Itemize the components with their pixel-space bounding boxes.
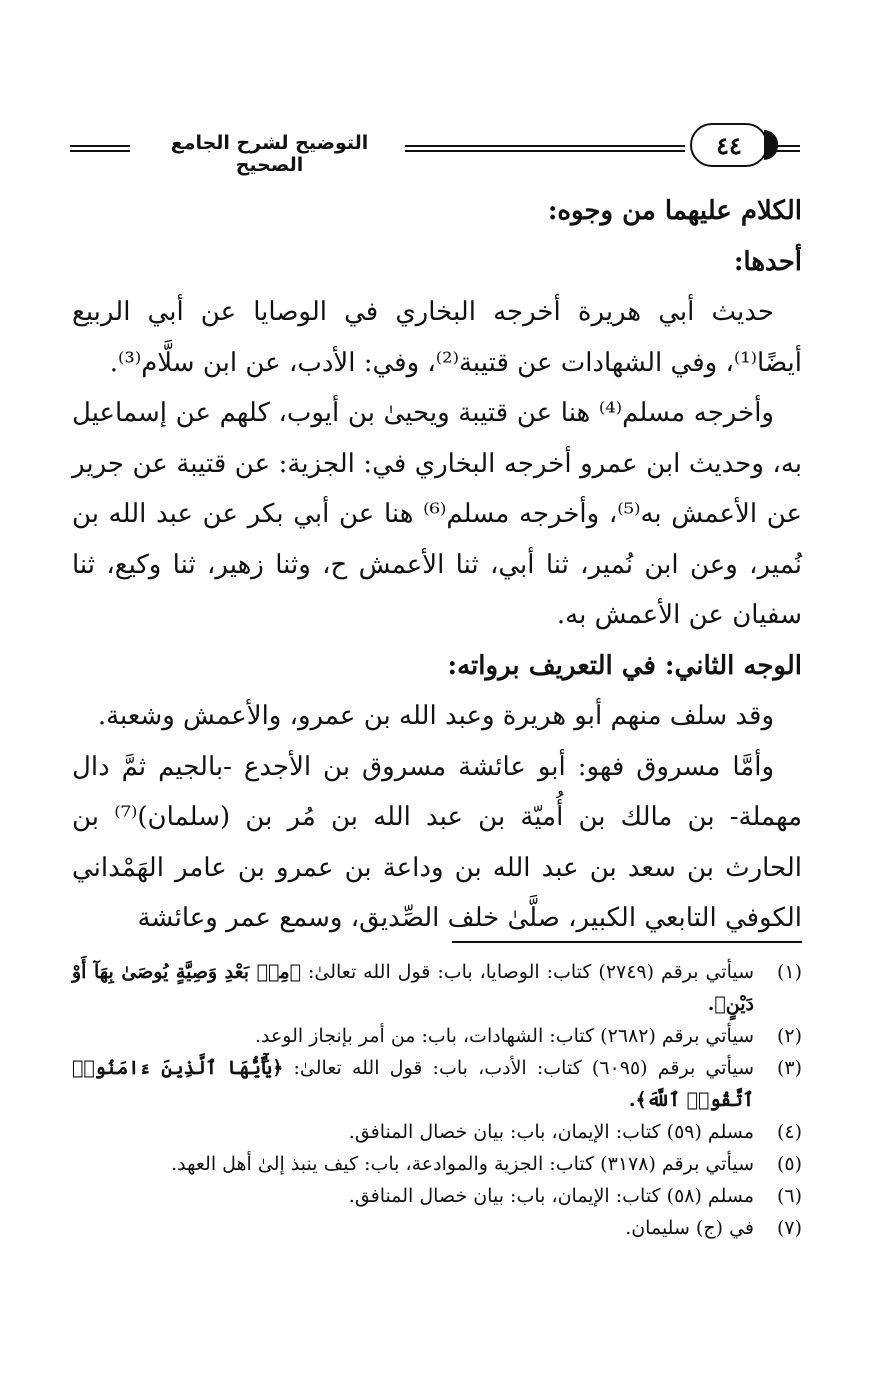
footnote-body: مسلم (٥٩) كتاب: الإيمان، باب: بيان خصال المنافق.: [348, 1121, 754, 1143]
footnote-number: (١): [776, 961, 802, 983]
footnote-number: (٤): [776, 1121, 802, 1143]
footnote-3: [72, 1052, 802, 1116]
footnotes: [72, 956, 802, 1244]
footnote-body: سيأتي برقم (٦٠٩٥) كتاب: الأدب، باب: قول الله تعالىٰ:: [293, 1057, 754, 1079]
footnote-text: [72, 1212, 754, 1244]
footnote-body: سيأتي برقم (٢٦٨٢) كتاب: الشهادات، باب: من أمر بإنجاز الوعد.: [254, 1025, 754, 1047]
footnote-2: [72, 1020, 802, 1052]
header-rule-middle: [405, 145, 685, 152]
footnote-body: سيأتي برقم (٣١٧٨) كتاب: الجزية والموادعة، باب: كيف ينبذ إلىٰ أهل العهد.: [171, 1153, 754, 1175]
footnote-number: (٥): [776, 1153, 802, 1175]
footnote-number: (٦): [776, 1185, 802, 1207]
page-number: ٤٤: [690, 123, 768, 167]
footnote-text: [72, 1148, 754, 1180]
header-rule-left: [70, 145, 130, 152]
footnote-text: [72, 1020, 754, 1052]
main-text: [72, 186, 802, 944]
footnote-6: [72, 1180, 802, 1212]
quran-quote: ﴿يَٰٓأَيُّهَا ٱلَّذِينَ ءَامَنُوا۟ ٱتَّقُوا۟ ٱللَّهَ﴾.: [72, 1057, 754, 1111]
paragraph-abu-hurayra: حديث أبي هريرة أخرجه البخاري في الوصايا عن أبي الربيع أيضًا⁽¹⁾، وفي الشهادات عن قتيبة⁽²⁾، وفي: الأدب، عن ابن سلَّام⁽³⁾.: [72, 297, 802, 378]
header-rule-right: [770, 145, 800, 152]
footnote-text: [72, 1116, 754, 1148]
section-heading-aspects: الكلام عليهما من وجوه:: [547, 196, 802, 226]
page-header: [70, 120, 800, 176]
paragraph-narrators: وقد سلف منهم أبو هريرة وعبد الله بن عمرو، والأعمش وشعبة.: [97, 701, 774, 731]
footnote-body: سيأتي برقم (٢٧٤٩) كتاب: الوصايا، باب: قول الله تعالىٰ:: [307, 961, 755, 983]
footnote-text: [72, 1180, 754, 1212]
footnote-separator: [452, 941, 802, 943]
footnote-number: (٣): [776, 1057, 802, 1079]
footnote-1: [72, 956, 802, 1020]
footnote-text: [72, 956, 754, 1020]
paragraph-masruq: وأمَّا مسروق فهو: أبو عائشة مسروق بن الأجدع -بالجيم ثمَّ دال مهملة- بن مالك بن أُميّة بن عبد الله بن مُر بن (سلمان)⁽⁷⁾ بن الحارث بن سعد بن عبد الله بن وداعة بن عمرو بن عامر الهَمْداني الكوفي التابعي الكبير، صلَّىٰ خلف الصِّديق، وسمع عمر وعائشة: [72, 751, 803, 933]
footnote-number: (٧): [776, 1217, 802, 1239]
footnote-7: [72, 1212, 802, 1244]
footnote-5: [72, 1148, 802, 1180]
quran-quote: ﴿مِنۢ بَعْدِ وَصِيَّةٍ يُوصَىٰ بِهَآ أَوْ دَيْنٍ﴾.: [72, 961, 754, 1015]
running-title: التوضيح لشرح الجامع الصحيح: [170, 132, 369, 176]
section-heading-first: أحدها:: [733, 246, 802, 277]
footnote-body: في (ج) سليمان.: [625, 1217, 754, 1239]
footnote-body: مسلم (٥٨) كتاب: الإيمان، باب: بيان خصال المنافق.: [348, 1185, 754, 1207]
footnote-number: (٢): [776, 1025, 802, 1047]
footnote-text: [72, 1052, 754, 1116]
footnote-4: [72, 1116, 802, 1148]
section-heading-second: الوجه الثاني: في التعريف برواته:: [447, 650, 802, 681]
paragraph-muslim: وأخرجه مسلم⁽⁴⁾ هنا عن قتيبة ويحيىٰ بن أيوب، كلهم عن إسماعيل به، وحديث ابن عمرو أخرجه البخاري في: الجزية: عن قتيبة عن جرير عن الأعمش به⁽⁵⁾، وأخرجه مسلم⁽⁶⁾ هنا عن أبي بكر عن عبد الله بن نُمير، وعن ابن نُمير، ثنا أبي، ثنا الأعمش ح، وثنا زهير، ثنا وكيع، ثنا سفيان عن الأعمش به.: [72, 398, 803, 630]
